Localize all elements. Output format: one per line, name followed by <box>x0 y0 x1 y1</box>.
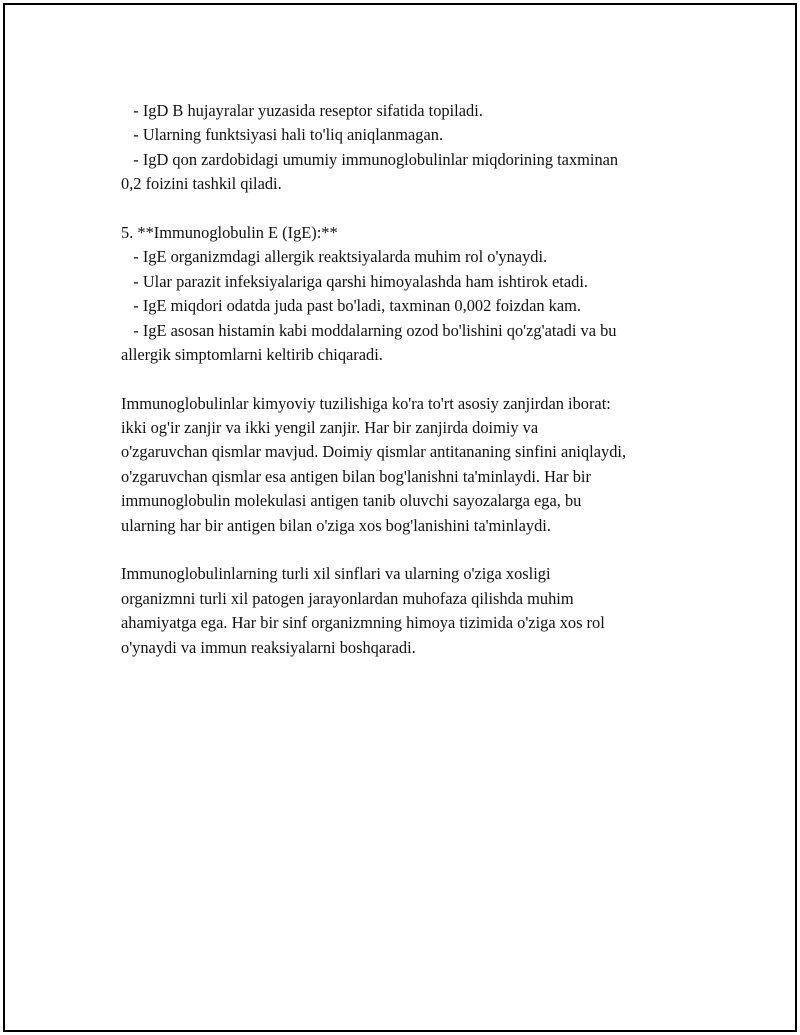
text-line: - IgE organizmdagi allergik reaktsiyalarda muhim rol o'ynaydi. <box>121 247 548 267</box>
text-line: - Ularning funktsiyasi hali to'liq aniqlanmagan. <box>121 125 444 145</box>
text-line: - IgE asosan histamin kabi moddalarning ozod bo'lishini qo'zg'atadi va bu <box>121 320 617 340</box>
igd-list <box>121 99 711 197</box>
text-line: Immunoglobulinlar kimyoviy tuzilishiga ko'ra to'rt asosiy zanjirdan iborat: <box>121 393 611 413</box>
section-heading: 5. **Immunoglobulin E (IgE):** <box>121 222 338 242</box>
conclusion-paragraph <box>121 562 711 660</box>
text-line: o'zgaruvchan qismlar esa antigen bilan bog'lanishni ta'minlaydi. Har bir <box>121 466 591 486</box>
text-line: ularning har bir antigen bilan o'ziga xos bog'lanishini ta'minlaydi. <box>121 515 551 535</box>
ige-section <box>121 221 711 367</box>
text-line: 0,2 foizini tashkil qiladi. <box>121 174 282 194</box>
text-line: allergik simptomlarni keltirib chiqaradi. <box>121 344 383 364</box>
text-line: - IgD qon zardobidagi umumiy immunoglobulinlar miqdorining taxminan <box>121 149 619 169</box>
document-body <box>121 99 711 660</box>
text-line: ikki og'ir zanjir va ikki yengil zanjir. Har bir zanjirda doimiy va <box>121 418 539 438</box>
text-line: o'ynaydi va immun reaksiyalarni boshqaradi. <box>121 637 416 657</box>
text-line: - IgE miqdori odatda juda past bo'ladi, taxminan 0,002 foizdan kam. <box>121 296 581 316</box>
structure-paragraph <box>121 392 711 538</box>
text-line: - IgD B hujayralar yuzasida reseptor sifatida topiladi. <box>121 101 483 120</box>
document-page <box>3 3 797 1032</box>
text-line: organizmni turli xil patogen jarayonlardan muhofaza qilishda muhim <box>121 588 574 608</box>
text-line: ahamiyatga ega. Har bir sinf organizmning himoya tizimida o'ziga xos rol <box>121 613 605 633</box>
text-line: Immunoglobulinlarning turli xil sinflari va ularning o'ziga xosligi <box>121 564 551 584</box>
text-line: immunoglobulin molekulasi antigen tanib oluvchi sayozalarga ega, bu <box>121 491 582 511</box>
text-line: - Ular parazit infeksiyalariga qarshi himoyalashda ham ishtirok etadi. <box>121 271 588 291</box>
text-line: o'zgaruvchan qismlar mavjud. Doimiy qismlar antitananing sinfini aniqlaydi, <box>121 442 627 462</box>
